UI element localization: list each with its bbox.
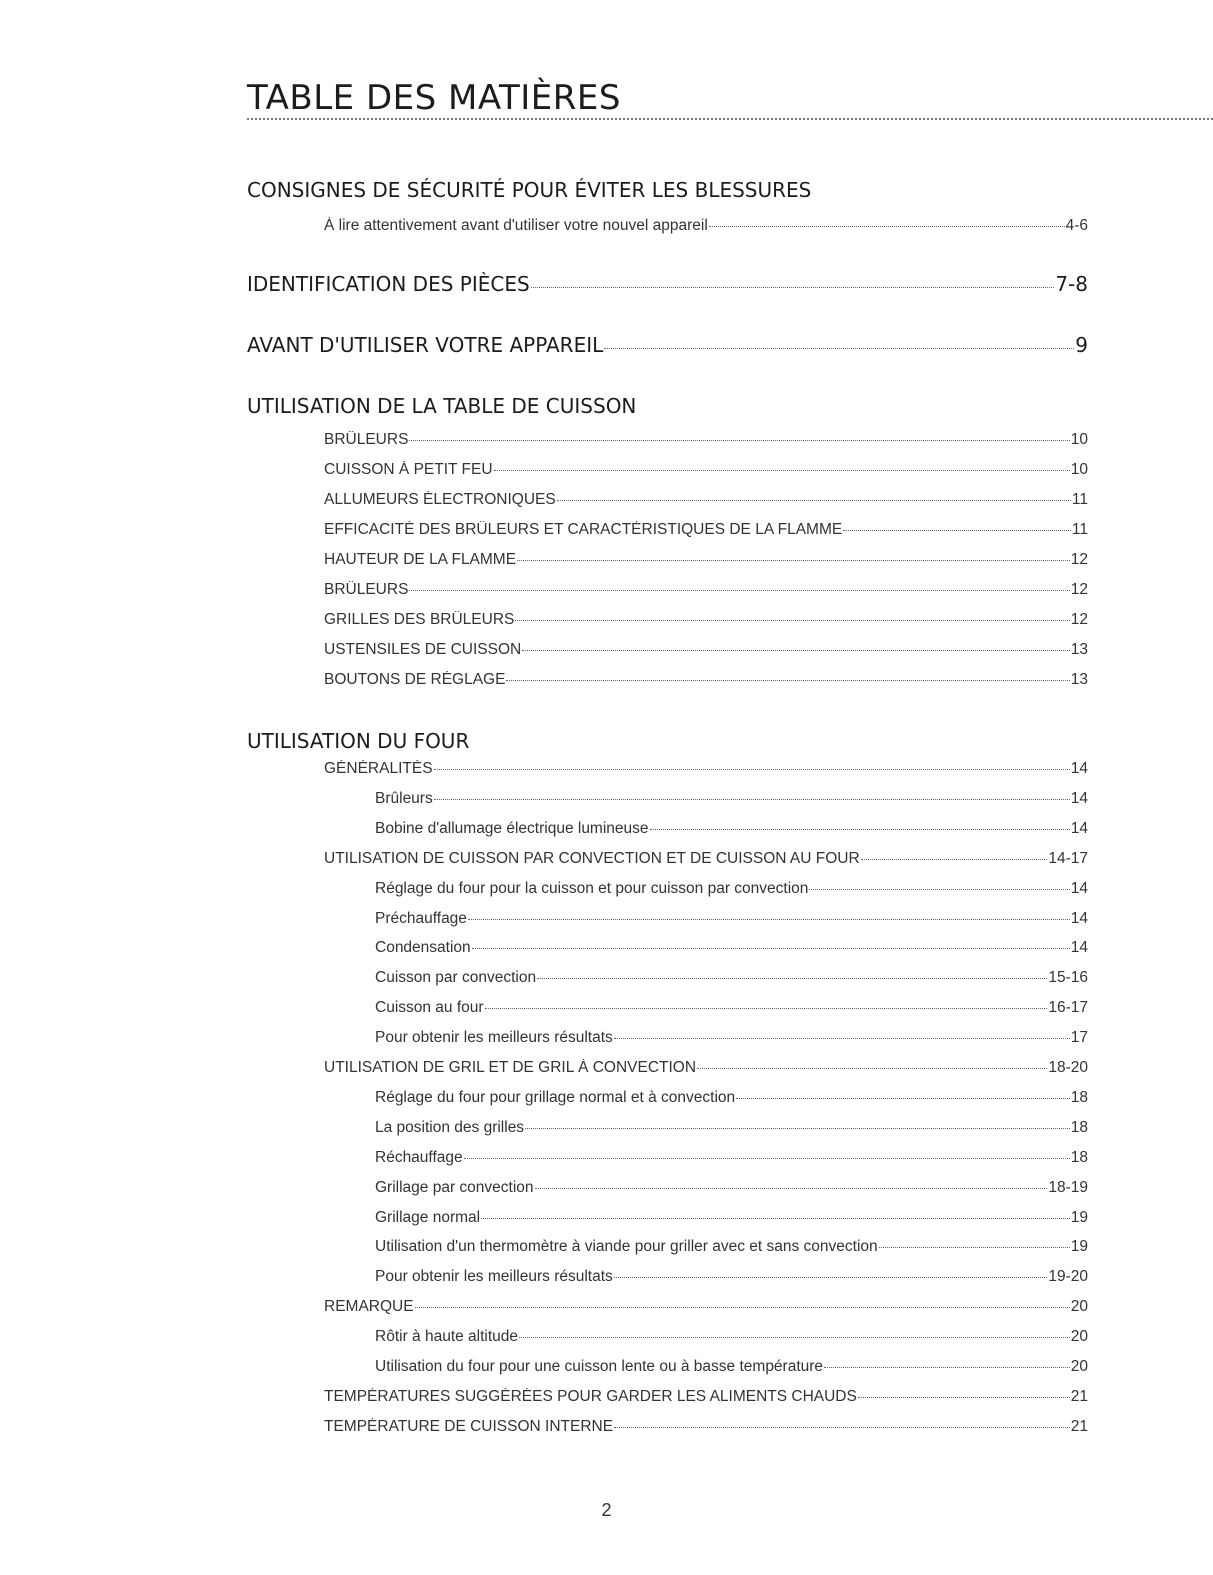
toc-entry[interactable]	[375, 1358, 1088, 1376]
toc-entry-page: 19	[1070, 1238, 1088, 1256]
toc-section-label: IDENTIFICATION DES PIÈCES	[247, 272, 530, 296]
toc-entry-label: TEMPÉRATURES SUGGÉRÉES POUR GARDER LES ALIMENTS CHAUDS	[324, 1387, 857, 1405]
toc-entry[interactable]	[324, 671, 1088, 689]
toc-entry-label: BRÛLEURS	[324, 581, 409, 598]
toc-entry[interactable]	[375, 1089, 1088, 1107]
toc-entry-label: Bobine d'allumage électrique lumineuse	[375, 819, 649, 837]
toc-entry-label: CUISSON À PETIT FEU	[324, 461, 493, 478]
dot-leader	[472, 948, 1070, 949]
toc-entry[interactable]	[324, 521, 1088, 539]
toc-entry[interactable]	[375, 969, 1088, 987]
toc-entry-label: UTILISATION DE GRIL ET DE GRIL À CONVECTION	[324, 1059, 697, 1076]
toc-entry-label: GRILLES DES BRÛLEURS	[324, 611, 515, 628]
dot-leader	[434, 799, 1070, 800]
toc-entry[interactable]	[375, 910, 1088, 928]
toc-entry-page: 18-19	[1048, 1178, 1088, 1196]
toc-entry-label: USTENSILES DE CUISSON	[324, 641, 522, 658]
toc-section-label: AVANT D'UTILISER VOTRE APPAREIL	[247, 333, 604, 357]
toc-entry[interactable]	[324, 760, 1088, 778]
toc-entry[interactable]	[324, 491, 1088, 509]
toc-entry[interactable]	[324, 1418, 1088, 1436]
toc-entry-page: 17	[1070, 1029, 1088, 1047]
dot-leader	[650, 829, 1070, 830]
toc-entry-label: BOUTONS DE RÉGLAGE	[324, 671, 506, 688]
toc-entry[interactable]	[375, 820, 1088, 838]
dot-leader	[537, 978, 1047, 979]
toc-entry-label: EFFICACITÉ DES BRÛLEURS ET CARACTÉRISTIQUES DE LA FLAMME	[324, 521, 843, 538]
section-heading-safety: CONSIGNES DE SÉCURITÉ POUR ÉVITER LES BLESSURES	[247, 178, 812, 202]
toc-entry-label: Utilisation d'un thermomètre à viande pour griller avec et sans convection	[375, 1238, 878, 1256]
dot-leader	[614, 1038, 1070, 1039]
toc-entry[interactable]	[375, 1328, 1088, 1346]
toc-entry[interactable]	[375, 1238, 1088, 1256]
toc-entry-page: 18	[1070, 1148, 1088, 1166]
section-heading-cooktop: UTILISATION DE LA TABLE DE CUISSON	[247, 394, 637, 418]
dot-leader	[468, 919, 1070, 920]
toc-entry-label: À lire attentivement avant d'utiliser votre nouvel appareil	[324, 217, 708, 234]
toc-entry-page: 19-20	[1048, 1268, 1088, 1286]
toc-entry-label: GÉNÉRALITÉS	[324, 760, 433, 777]
toc-entry-page: 20	[1070, 1358, 1088, 1375]
toc-entry-page: 12	[1070, 611, 1088, 628]
toc-entry-page: 21	[1070, 1387, 1088, 1405]
dot-leader	[481, 1218, 1070, 1219]
toc-entry[interactable]	[324, 1059, 1088, 1077]
dot-leader	[515, 620, 1069, 621]
dot-leader	[409, 440, 1069, 441]
toc-entry-label: Préchauffage	[375, 909, 467, 927]
toc-entry[interactable]	[375, 1119, 1088, 1137]
toc-section-before[interactable]	[247, 333, 1088, 357]
toc-entry[interactable]	[375, 790, 1088, 808]
toc-entry[interactable]	[375, 1149, 1088, 1167]
toc-entry-label: Brûleurs	[375, 789, 433, 807]
toc-section-parts[interactable]	[247, 272, 1088, 296]
toc-entry-page: 20	[1070, 1298, 1088, 1316]
toc-entry-page: 16-17	[1048, 999, 1088, 1017]
toc-entry[interactable]	[324, 461, 1088, 479]
toc-entry[interactable]	[375, 1179, 1088, 1197]
dot-leader	[604, 348, 1074, 349]
dot-leader	[517, 560, 1070, 561]
toc-entry-label: Pour obtenir les meilleurs résultats	[375, 1029, 613, 1047]
toc-entry[interactable]	[324, 611, 1088, 629]
toc-entry-label: ALLUMEURS ÉLECTRONIQUES	[324, 491, 556, 508]
toc-entry-page: 10	[1070, 431, 1088, 448]
dot-leader	[434, 769, 1070, 770]
toc-entry-label: Réglage du four pour la cuisson et pour cuisson par convection	[375, 879, 809, 897]
dot-leader	[535, 1188, 1048, 1189]
dot-leader	[843, 530, 1071, 531]
dot-leader	[709, 226, 1065, 227]
toc-entry-page: 21	[1070, 1417, 1088, 1435]
toc-entry[interactable]	[375, 1268, 1088, 1286]
toc-entry-label: Grillage par convection	[375, 1178, 534, 1196]
toc-entry-page: 15-16	[1048, 969, 1088, 987]
toc-entry-page: 14-17	[1048, 849, 1088, 867]
page-number: 2	[601, 1500, 612, 1520]
toc-entry-page: 18-20	[1048, 1059, 1088, 1076]
dot-leader	[494, 470, 1070, 471]
toc-entry[interactable]	[324, 1298, 1088, 1316]
toc-entry[interactable]	[324, 581, 1088, 599]
dot-leader	[409, 590, 1069, 591]
toc-entry-page: 13	[1070, 641, 1088, 658]
toc-entry-page: 20	[1070, 1328, 1088, 1346]
toc-entry[interactable]	[375, 999, 1088, 1017]
toc-entry-label: Pour obtenir les meilleurs résultats	[375, 1268, 613, 1286]
dot-leader	[858, 1397, 1070, 1398]
toc-entry-label: TEMPÉRATURE DE CUISSON INTERNE	[324, 1417, 614, 1435]
page-title: TABLE DES MATIÈRES	[247, 78, 621, 118]
toc-entry[interactable]	[375, 1029, 1088, 1047]
dot-leader	[697, 1068, 1047, 1069]
toc-entry-page: 10	[1070, 461, 1088, 478]
toc-entry-page: 13	[1070, 671, 1088, 688]
toc-entry-label: REMARQUE	[324, 1298, 414, 1316]
toc-entry-safety[interactable]	[324, 217, 1088, 235]
toc-entry-label: UTILISATION DE CUISSON PAR CONVECTION ET DE CUISSON AU FOUR	[324, 849, 860, 867]
toc-entry-label: La position des grilles	[375, 1118, 525, 1136]
dot-leader	[415, 1307, 1070, 1308]
dot-leader	[809, 889, 1069, 890]
toc-section-page: 7-8	[1055, 272, 1088, 296]
toc-entry-page: 18	[1070, 1088, 1088, 1106]
dot-leader	[736, 1098, 1070, 1099]
toc-entry[interactable]	[324, 431, 1088, 449]
toc-entry-page: 18	[1070, 1118, 1088, 1136]
dot-leader	[464, 1158, 1070, 1159]
dot-leader	[614, 1277, 1048, 1278]
dot-leader	[525, 1128, 1070, 1129]
toc-entry[interactable]	[324, 1388, 1088, 1406]
dot-leader	[519, 1337, 1070, 1338]
toc-entry-label: Rôtir à haute altitude	[375, 1328, 519, 1346]
toc-entry-page: 11	[1071, 491, 1088, 508]
toc-section-page: 9	[1075, 333, 1088, 357]
dot-leader	[522, 650, 1070, 651]
dot-leader	[557, 500, 1071, 501]
dot-leader	[879, 1247, 1070, 1248]
dot-leader	[531, 287, 1055, 288]
dot-leader	[614, 1427, 1070, 1428]
toc-entry[interactable]	[375, 880, 1088, 898]
toc-entry-page: 12	[1070, 551, 1088, 568]
toc-entry-page: 11	[1071, 521, 1088, 538]
dot-leader	[485, 1008, 1048, 1009]
toc-entry-label: Utilisation du four pour une cuisson lente ou à basse température	[375, 1358, 824, 1375]
toc-entry-label: Réglage du four pour grillage normal et à convection	[375, 1088, 736, 1106]
toc-entry-page: 4-6	[1065, 217, 1088, 234]
toc-entry[interactable]	[324, 551, 1088, 569]
section-heading-oven: UTILISATION DU FOUR	[247, 729, 470, 753]
toc-entry-label: Grillage normal	[375, 1208, 481, 1226]
toc-entry-label: BRÛLEURS	[324, 431, 409, 448]
dot-leader	[506, 680, 1069, 681]
toc-entry-label: Réchauffage	[375, 1148, 463, 1166]
toc-entry-page: 14	[1070, 939, 1088, 957]
toc-entry-page: 14	[1070, 879, 1088, 897]
toc-entry-page: 19	[1070, 1208, 1088, 1226]
toc-entry-page: 14	[1070, 909, 1088, 927]
toc-entry[interactable]	[375, 1209, 1088, 1227]
toc-entry-label: Cuisson par convection	[375, 969, 537, 987]
toc-entry-page: 12	[1070, 581, 1088, 598]
toc-entry[interactable]	[324, 641, 1088, 659]
dot-leader	[824, 1367, 1070, 1368]
toc-entry-page: 14	[1070, 789, 1088, 807]
toc-entry-label: Condensation	[375, 939, 471, 957]
dot-leader	[861, 859, 1048, 860]
toc-entry-page: 14	[1070, 760, 1088, 777]
toc-entry-label: Cuisson au four	[375, 999, 484, 1017]
toc-entry-page: 14	[1070, 819, 1088, 837]
toc-entry[interactable]	[375, 939, 1088, 957]
toc-entry-label: HAUTEUR DE LA FLAMME	[324, 551, 517, 568]
toc-entry[interactable]	[324, 850, 1088, 868]
